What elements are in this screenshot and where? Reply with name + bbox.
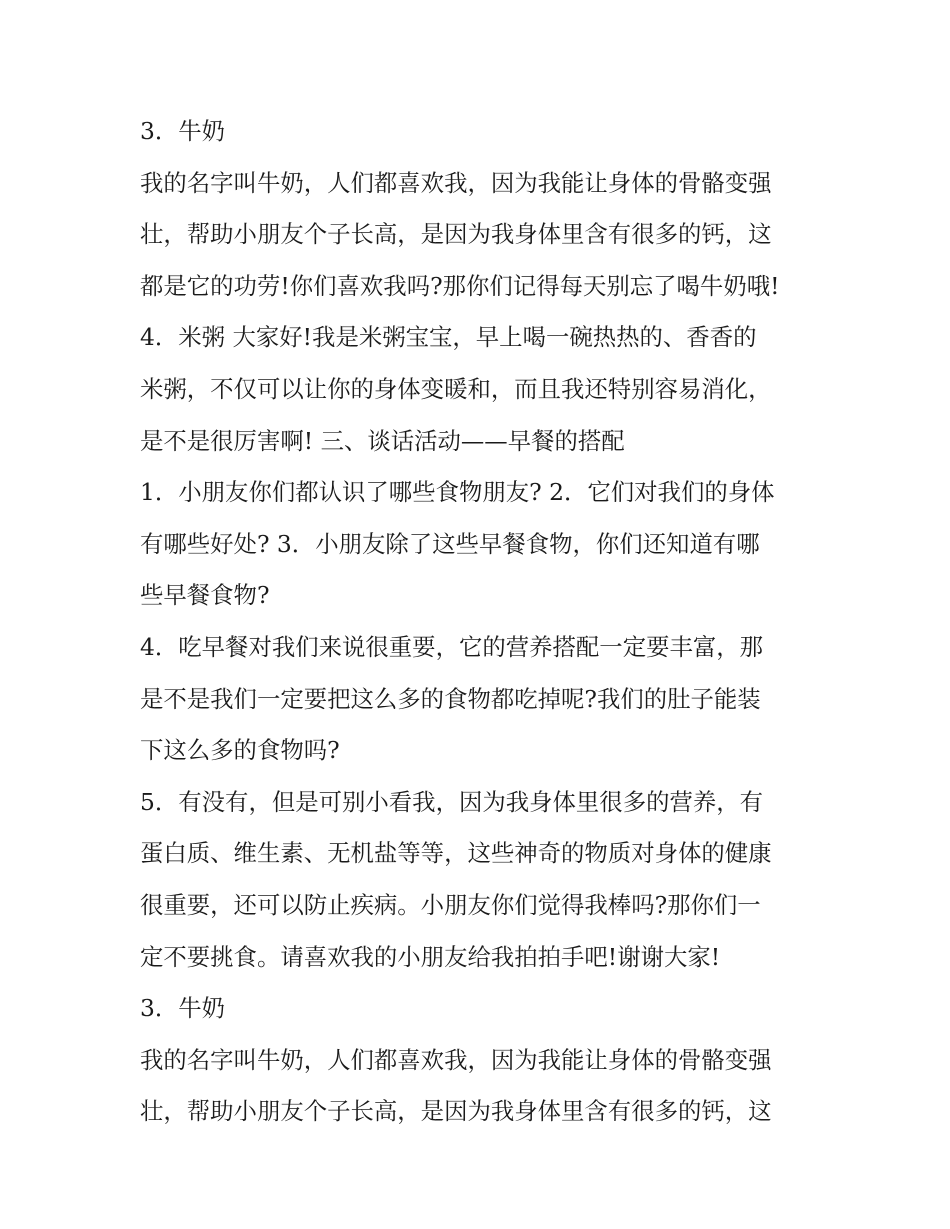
text-line: 定不要挑食。请喜欢我的小朋友给我拍拍手吧!谢谢大家!: [140, 942, 721, 971]
text-line: 蛋白质、维生素、无机盐等等，这些神奇的物质对身体的健康: [140, 839, 772, 868]
document-body: [140, 106, 820, 1138]
text-line: 壮，帮助小朋友个子长高，是因为我身体里含有很多的钙，这: [140, 1097, 772, 1126]
text-line: 有哪些好处? 3．小朋友除了这些早餐食物，你们还知道有哪: [140, 529, 760, 558]
text-line: 很重要，还可以防止疾病。小朋友你们觉得我棒吗?那你们一: [140, 890, 761, 919]
text-line: 1．小朋友你们都认识了哪些食物朋友? 2．它们对我们的身体: [140, 478, 775, 507]
text-line: 4．吃早餐对我们来说很重要，它的营养搭配一定要丰富，那: [140, 632, 764, 661]
text-line: 4．米粥 大家好!我是米粥宝宝，早上喝一碗热热的、香香的: [140, 323, 757, 352]
text-line: 3．牛奶: [140, 117, 226, 145]
text-line: 壮，帮助小朋友个子长高，是因为我身体里含有很多的钙，这: [140, 220, 772, 249]
text-line: 我的名字叫牛奶，人们都喜欢我，因为我能让身体的骨骼变强: [140, 1045, 772, 1074]
text-line: 些早餐食物?: [140, 581, 270, 610]
text-line: 是不是很厉害啊! 三、谈话活动——早餐的搭配: [140, 426, 625, 455]
text-line: 是不是我们一定要把这么多的食物都吃掉呢?我们的肚子能装: [140, 684, 761, 713]
text-line: 都是它的功劳!你们喜欢我吗?那你们记得每天别忘了喝牛奶哦!: [140, 271, 780, 300]
text-line: 下这么多的食物吗?: [140, 736, 340, 765]
text-line: 5．有没有，但是可别小看我，因为我身体里很多的营养，有: [140, 787, 764, 816]
text-line: 米粥，不仅可以让你的身体变暖和，而且我还特别容易消化，: [140, 374, 772, 403]
text-line: 3．牛奶: [140, 994, 226, 1023]
text-line: 我的名字叫牛奶，人们都喜欢我，因为我能让身体的骨骼变强: [140, 168, 772, 197]
